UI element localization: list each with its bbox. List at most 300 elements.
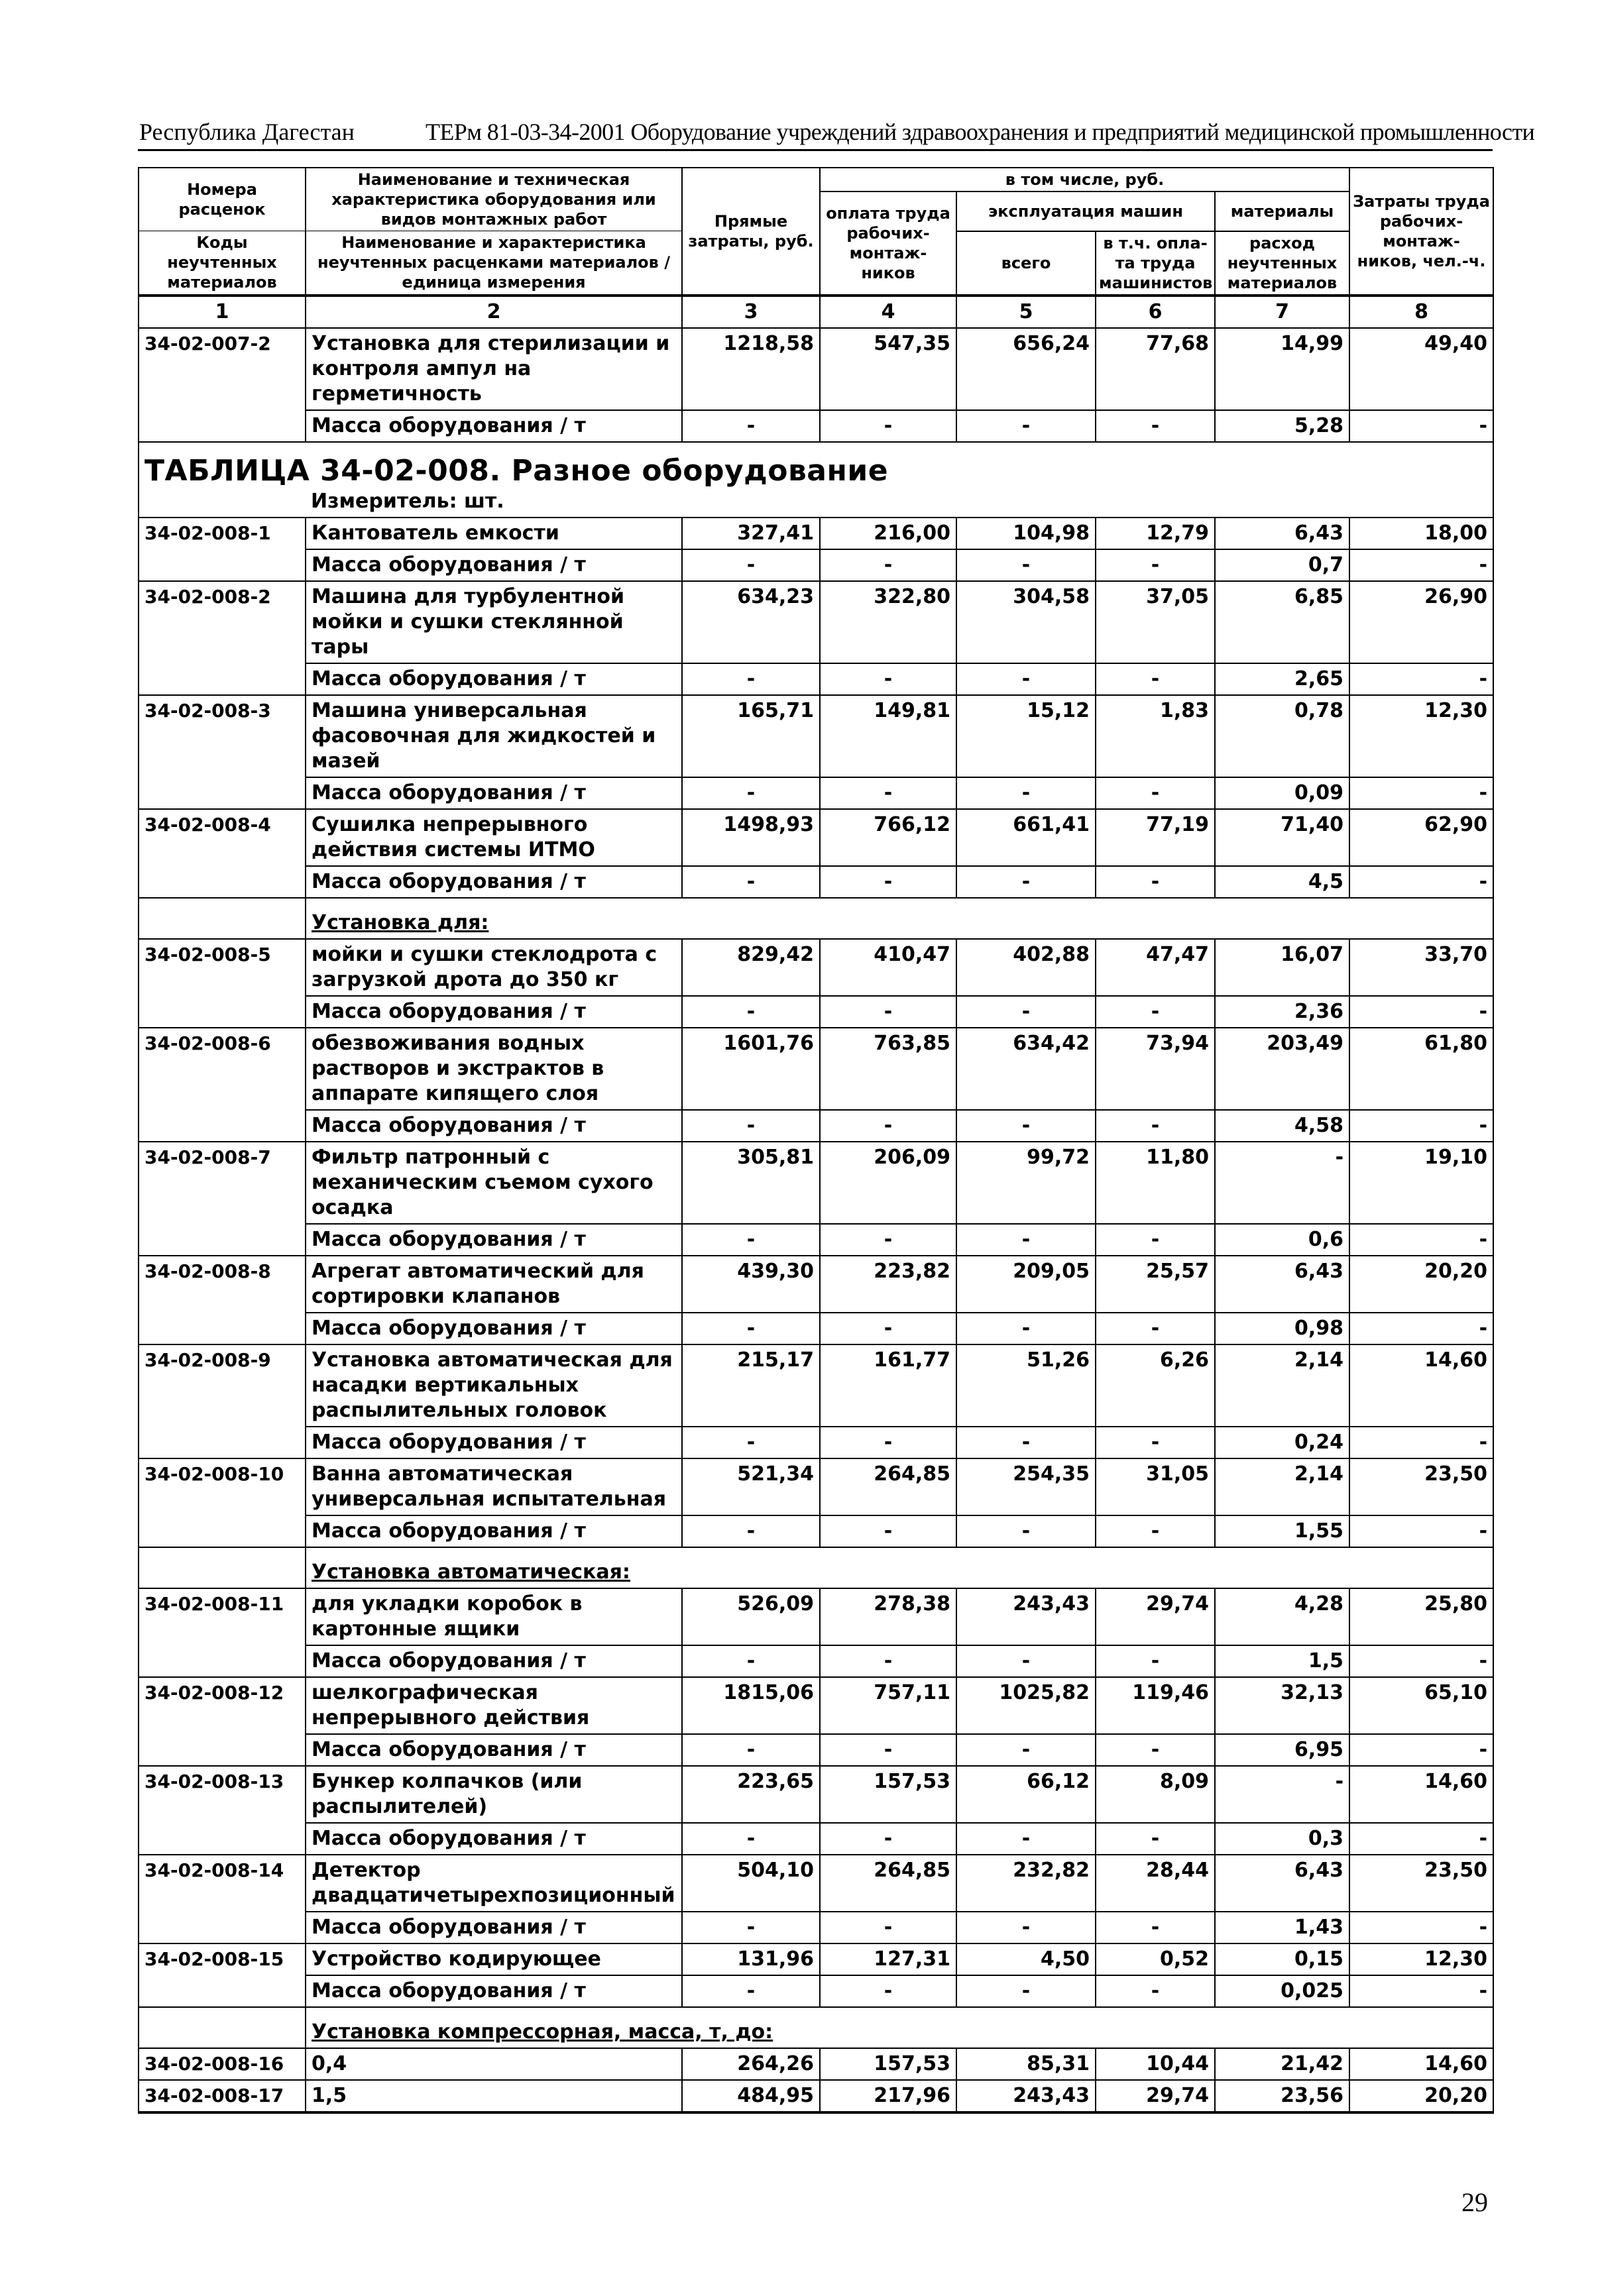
- mass-value: -: [1096, 663, 1215, 695]
- column-number: 1: [139, 296, 306, 328]
- machine-operation-header: эксплуатация машин: [956, 191, 1215, 231]
- cost-value: 6,43: [1215, 518, 1349, 549]
- mass-row: [139, 777, 1493, 809]
- mass-value: -: [682, 1313, 820, 1344]
- cost-value: 14,99: [1215, 328, 1349, 410]
- cost-value: 264,85: [820, 1855, 956, 1912]
- cost-value: 6,43: [1215, 1256, 1349, 1313]
- column-number: 8: [1349, 296, 1493, 328]
- mass-value: -: [1096, 1975, 1215, 2007]
- table-row: [139, 328, 1493, 410]
- mass-value: -: [682, 1823, 820, 1855]
- column-number: 7: [1215, 296, 1349, 328]
- machinist-pay-header: в т.ч. опла-та труда машинистов: [1096, 231, 1215, 296]
- table-row: [139, 695, 1493, 777]
- mass-value: -: [820, 1645, 956, 1677]
- mass-value: -: [820, 1912, 956, 1943]
- rate-code: 34-02-008-16: [139, 2048, 306, 2080]
- item-name: 1,5: [306, 2080, 682, 2112]
- cost-value: 19,10: [1349, 1142, 1493, 1224]
- item-name: Машина для турбулентной мойки и сушки стеклянной тары: [306, 581, 682, 663]
- cost-value: 161,77: [820, 1344, 956, 1427]
- cost-value: 73,94: [1096, 1028, 1215, 1110]
- in-that-number-header: в том числе, руб.: [820, 168, 1349, 191]
- cost-value: 77,68: [1096, 328, 1215, 410]
- mass-label: Масса оборудования / т: [306, 1975, 682, 2007]
- cost-value: 634,42: [956, 1028, 1096, 1110]
- cost-value: 25,80: [1349, 1588, 1493, 1645]
- cost-value: 51,26: [956, 1344, 1096, 1427]
- cost-value: 29,74: [1096, 1588, 1215, 1645]
- item-name: Установка для стерилизации и контроля ампул на герметичность: [306, 328, 682, 410]
- rate-code: 34-02-008-17: [139, 2080, 306, 2112]
- mass-value: -: [1349, 549, 1493, 581]
- mass-value: 1,5: [1215, 1645, 1349, 1677]
- document-title: ТЕРм 81-03-34-2001 Оборудование учреждений здравоохранения и предприятий медицинской промышленности: [426, 119, 1535, 145]
- item-name: шелкографическая непрерывного действия: [306, 1677, 682, 1734]
- item-name: Агрегат автоматический для сортировки клапанов: [306, 1256, 682, 1313]
- mass-value: 2,65: [1215, 663, 1349, 695]
- column-number: 5: [956, 296, 1096, 328]
- mass-value: 0,6: [1215, 1224, 1349, 1256]
- mass-value: -: [956, 1734, 1096, 1766]
- table-row: [139, 1677, 1493, 1734]
- mass-value: -: [1096, 1313, 1215, 1344]
- cost-value: 1498,93: [682, 809, 820, 866]
- table-row: [139, 1458, 1493, 1515]
- mass-value: -: [1096, 1734, 1215, 1766]
- cost-value: 264,85: [820, 1458, 956, 1515]
- table-title: ТАБЛИЦА 34-02-008. Разное оборудование: [139, 442, 1493, 486]
- rate-code: 34-02-008-10: [139, 1458, 306, 1547]
- table-row: [139, 1256, 1493, 1313]
- cost-value: 0,78: [1215, 695, 1349, 777]
- cost-value: 215,17: [682, 1344, 820, 1427]
- mass-label: Масса оборудования / т: [306, 663, 682, 695]
- rates-table: [138, 167, 1494, 2114]
- cost-value: 4,28: [1215, 1588, 1349, 1645]
- cost-value: 217,96: [820, 2080, 956, 2112]
- cost-value: 16,07: [1215, 939, 1349, 996]
- cost-value: 243,43: [956, 1588, 1096, 1645]
- rate-code: 34-02-008-7: [139, 1142, 306, 1256]
- mass-value: 0,09: [1215, 777, 1349, 809]
- column-number: 6: [1096, 296, 1215, 328]
- cost-value: 12,30: [1349, 695, 1493, 777]
- cost-value: -: [1215, 1142, 1349, 1224]
- rate-code: 34-02-008-9: [139, 1344, 306, 1458]
- labor-costs-header: Затраты труда рабочих-монтаж-ников, чел.-ч.: [1349, 168, 1493, 296]
- mass-value: -: [820, 1110, 956, 1142]
- mass-value: -: [1349, 1224, 1493, 1256]
- cost-value: 203,49: [1215, 1028, 1349, 1110]
- cost-value: 521,34: [682, 1458, 820, 1515]
- cost-value: 65,10: [1349, 1677, 1493, 1734]
- cost-value: 322,80: [820, 581, 956, 663]
- cost-value: 209,05: [956, 1256, 1096, 1313]
- mass-row: [139, 663, 1493, 695]
- cost-value: 26,90: [1349, 581, 1493, 663]
- mass-value: -: [682, 777, 820, 809]
- cost-value: 327,41: [682, 518, 820, 549]
- column-number-row: [139, 296, 1493, 328]
- table-row: [139, 2048, 1493, 2080]
- cost-value: 223,65: [682, 1766, 820, 1823]
- mass-value: -: [956, 1515, 1096, 1547]
- mass-value: -: [682, 410, 820, 442]
- column-number: 4: [820, 296, 956, 328]
- mass-value: -: [1096, 1515, 1215, 1547]
- item-name: Устройство кодирующее: [306, 1943, 682, 1975]
- col1-bottom-header: Коды неучтенных материалов: [139, 231, 306, 296]
- mass-label: Масса оборудования / т: [306, 777, 682, 809]
- mass-value: -: [956, 1645, 1096, 1677]
- cost-value: 4,50: [956, 1943, 1096, 1975]
- cost-value: 14,60: [1349, 1344, 1493, 1427]
- mass-value: 5,28: [1215, 410, 1349, 442]
- mass-value: -: [1096, 1645, 1215, 1677]
- cost-value: 0,52: [1096, 1943, 1215, 1975]
- mass-value: -: [820, 549, 956, 581]
- cost-value: 25,57: [1096, 1256, 1215, 1313]
- mass-value: 4,58: [1215, 1110, 1349, 1142]
- cost-value: 77,19: [1096, 809, 1215, 866]
- table-row: [139, 939, 1493, 996]
- mass-value: 0,98: [1215, 1313, 1349, 1344]
- mass-value: -: [956, 1313, 1096, 1344]
- mass-value: 1,55: [1215, 1515, 1349, 1547]
- worker-pay-header: оплата труда рабочих-монтаж-ников: [820, 191, 956, 296]
- rate-code: 34-02-008-3: [139, 695, 306, 809]
- cost-value: 6,85: [1215, 581, 1349, 663]
- cost-value: 547,35: [820, 328, 956, 410]
- mass-value: -: [1349, 777, 1493, 809]
- mass-value: -: [956, 996, 1096, 1028]
- cost-value: 32,13: [1215, 1677, 1349, 1734]
- cost-value: 15,12: [956, 695, 1096, 777]
- mass-value: -: [956, 777, 1096, 809]
- item-name: Ванна автоматическая универсальная испытательная: [306, 1458, 682, 1515]
- mass-value: 0,025: [1215, 1975, 1349, 2007]
- mass-value: -: [682, 1912, 820, 1943]
- item-name: для укладки коробок в картонные ящики: [306, 1588, 682, 1645]
- table-row: [139, 1766, 1493, 1823]
- mass-value: -: [682, 1224, 820, 1256]
- mass-value: -: [820, 866, 956, 898]
- mass-value: -: [1349, 1110, 1493, 1142]
- cost-value: 119,46: [1096, 1677, 1215, 1734]
- rate-code: 34-02-007-2: [139, 328, 306, 442]
- mass-value: -: [956, 663, 1096, 695]
- item-name: Бункер колпачков (или распылителей): [306, 1766, 682, 1823]
- mass-row: [139, 1313, 1493, 1344]
- item-name: обезвоживания водных растворов и экстрактов в аппарате кипящего слоя: [306, 1028, 682, 1110]
- cost-value: 1025,82: [956, 1677, 1096, 1734]
- col2-bottom-header: Наименование и характеристика неучтенных расценками материалов / единица измерения: [306, 231, 682, 296]
- cost-value: 206,09: [820, 1142, 956, 1224]
- mass-label: Масса оборудования / т: [306, 866, 682, 898]
- mass-label: Масса оборудования / т: [306, 996, 682, 1028]
- cost-value: 21,42: [1215, 2048, 1349, 2080]
- cost-value: 305,81: [682, 1142, 820, 1224]
- cost-value: 131,96: [682, 1943, 820, 1975]
- table-row: [139, 809, 1493, 866]
- table-row: [139, 518, 1493, 549]
- mass-value: -: [956, 1975, 1096, 2007]
- cost-value: 23,56: [1215, 2080, 1349, 2112]
- mass-value: -: [956, 866, 1096, 898]
- item-name: Детектор двадцатичетырехпозиционный: [306, 1855, 682, 1912]
- mass-value: -: [820, 410, 956, 442]
- mass-value: -: [1096, 410, 1215, 442]
- rate-code: 34-02-008-8: [139, 1256, 306, 1344]
- mass-value: -: [956, 1110, 1096, 1142]
- mass-row: [139, 549, 1493, 581]
- mass-row: [139, 1912, 1493, 1943]
- mass-value: -: [1096, 777, 1215, 809]
- column-number: 2: [306, 296, 682, 328]
- mass-value: -: [820, 777, 956, 809]
- mass-value: -: [1096, 866, 1215, 898]
- mass-value: -: [1349, 1734, 1493, 1766]
- rate-code: 34-02-008-5: [139, 939, 306, 1028]
- mass-label: Масса оборудования / т: [306, 1734, 682, 1766]
- mass-label: Масса оборудования / т: [306, 1912, 682, 1943]
- cost-value: 28,44: [1096, 1855, 1215, 1912]
- mass-row: [139, 410, 1493, 442]
- mass-label: Масса оборудования / т: [306, 1110, 682, 1142]
- mass-value: -: [682, 1975, 820, 2007]
- mass-value: -: [820, 1975, 956, 2007]
- mass-value: -: [1349, 1427, 1493, 1458]
- cost-value: 634,23: [682, 581, 820, 663]
- cost-value: 656,24: [956, 328, 1096, 410]
- cost-value: 20,20: [1349, 1256, 1493, 1313]
- column-number: 3: [682, 296, 820, 328]
- mass-row: [139, 996, 1493, 1028]
- cost-value: 264,26: [682, 2048, 820, 2080]
- mass-value: -: [956, 1823, 1096, 1855]
- mass-value: -: [1096, 1823, 1215, 1855]
- mass-value: -: [1349, 866, 1493, 898]
- mass-label: Масса оборудования / т: [306, 549, 682, 581]
- cost-value: 243,43: [956, 2080, 1096, 2112]
- machine-total-header: всего: [956, 231, 1096, 296]
- cost-value: 2,14: [1215, 1458, 1349, 1515]
- unit-label: Измеритель: шт.: [306, 486, 1493, 518]
- table-row: [139, 1855, 1493, 1912]
- table-row: [139, 1588, 1493, 1645]
- cost-value: -: [1215, 1766, 1349, 1823]
- col1-top-header: Номера расценок: [139, 168, 306, 231]
- mass-row: [139, 1427, 1493, 1458]
- item-name: Фильтр патронный с механическим съемом сухого осадка: [306, 1142, 682, 1224]
- mass-value: -: [1349, 1645, 1493, 1677]
- table-row: [139, 1943, 1493, 1975]
- cost-value: 1815,06: [682, 1677, 820, 1734]
- mass-value: -: [682, 1110, 820, 1142]
- cost-value: 410,47: [820, 939, 956, 996]
- mass-value: -: [682, 549, 820, 581]
- rate-code: 34-02-008-4: [139, 809, 306, 898]
- cost-value: 1,83: [1096, 695, 1215, 777]
- mass-value: -: [1096, 1427, 1215, 1458]
- cost-value: 278,38: [820, 1588, 956, 1645]
- mass-value: -: [956, 1427, 1096, 1458]
- mass-value: -: [682, 866, 820, 898]
- mass-row: [139, 1645, 1493, 1677]
- mass-value: -: [1349, 663, 1493, 695]
- direct-costs-header: Прямые затраты, руб.: [682, 168, 820, 296]
- mass-value: -: [956, 410, 1096, 442]
- item-name: мойки и сушки стеклодрота с загрузкой дрота до 350 кг: [306, 939, 682, 996]
- mass-label: Масса оборудования / т: [306, 1224, 682, 1256]
- mass-value: 4,5: [1215, 866, 1349, 898]
- cost-value: 62,90: [1349, 809, 1493, 866]
- mass-row: [139, 1224, 1493, 1256]
- cost-value: 127,31: [820, 1943, 956, 1975]
- cost-value: 1601,76: [682, 1028, 820, 1110]
- mass-row: [139, 866, 1493, 898]
- mass-value: -: [956, 549, 1096, 581]
- materials-header: материалы: [1215, 191, 1349, 231]
- mass-value: -: [820, 1734, 956, 1766]
- subhead-compressor-row: [139, 2007, 1493, 2048]
- cost-value: 304,58: [956, 581, 1096, 663]
- mass-value: -: [1096, 1912, 1215, 1943]
- mass-value: -: [820, 1224, 956, 1256]
- cost-value: 23,50: [1349, 1458, 1493, 1515]
- cost-value: 12,79: [1096, 518, 1215, 549]
- mass-value: -: [820, 996, 956, 1028]
- mass-value: -: [1349, 1823, 1493, 1855]
- cost-value: 85,31: [956, 2048, 1096, 2080]
- mass-value: -: [956, 1224, 1096, 1256]
- rate-code: 34-02-008-14: [139, 1855, 306, 1943]
- mass-value: -: [1096, 549, 1215, 581]
- mass-row: [139, 1110, 1493, 1142]
- table-row: [139, 1344, 1493, 1427]
- cost-value: 0,15: [1215, 1943, 1349, 1975]
- cost-value: 402,88: [956, 939, 1096, 996]
- material-usage-header: расход неучтенных материалов: [1215, 231, 1349, 296]
- cost-value: 254,35: [956, 1458, 1096, 1515]
- subhead-compressor: Установка компрессорная, масса, т, до:: [306, 2007, 1493, 2048]
- cost-value: 766,12: [820, 809, 956, 866]
- mass-label: Масса оборудования / т: [306, 1427, 682, 1458]
- header-rule: [138, 149, 1493, 151]
- mass-value: -: [682, 1515, 820, 1547]
- cost-value: 661,41: [956, 809, 1096, 866]
- cost-value: 104,98: [956, 518, 1096, 549]
- mass-label: Масса оборудования / т: [306, 1645, 682, 1677]
- mass-value: -: [1349, 1975, 1493, 2007]
- cost-value: 14,60: [1349, 2048, 1493, 2080]
- header-row-1: [139, 168, 1493, 191]
- mass-label: Масса оборудования / т: [306, 1313, 682, 1344]
- mass-value: -: [1349, 1313, 1493, 1344]
- cost-value: 99,72: [956, 1142, 1096, 1224]
- mass-row: [139, 1734, 1493, 1766]
- mass-value: -: [820, 1427, 956, 1458]
- cost-value: 484,95: [682, 2080, 820, 2112]
- cost-value: 29,74: [1096, 2080, 1215, 2112]
- cost-value: 232,82: [956, 1855, 1096, 1912]
- mass-value: -: [682, 1427, 820, 1458]
- cost-value: 12,30: [1349, 1943, 1493, 1975]
- cost-value: 23,50: [1349, 1855, 1493, 1912]
- subhead-automatic: Установка автоматическая:: [306, 1547, 1493, 1588]
- cost-value: 37,05: [1096, 581, 1215, 663]
- rate-code: 34-02-008-15: [139, 1943, 306, 2007]
- mass-value: -: [1096, 1224, 1215, 1256]
- cost-value: 31,05: [1096, 1458, 1215, 1515]
- rate-code: 34-02-008-11: [139, 1588, 306, 1677]
- cost-value: 20,20: [1349, 2080, 1493, 2112]
- cost-value: 66,12: [956, 1766, 1096, 1823]
- cost-value: 6,26: [1096, 1344, 1215, 1427]
- running-header: [139, 114, 1535, 147]
- mass-value: 1,43: [1215, 1912, 1349, 1943]
- mass-value: 0,24: [1215, 1427, 1349, 1458]
- mass-value: -: [682, 1645, 820, 1677]
- mass-row: [139, 1823, 1493, 1855]
- mass-value: -: [1349, 1515, 1493, 1547]
- rate-code: 34-02-008-1: [139, 518, 306, 581]
- mass-value: -: [682, 1734, 820, 1766]
- subhead-installation-row: [139, 898, 1493, 939]
- table-row: [139, 1028, 1493, 1110]
- cost-value: 1218,58: [682, 328, 820, 410]
- cost-value: 8,09: [1096, 1766, 1215, 1823]
- page-number: 29: [1461, 2187, 1488, 2217]
- cost-value: 11,80: [1096, 1142, 1215, 1224]
- item-name: Машина универсальная фасовочная для жидкостей и мазей: [306, 695, 682, 777]
- cost-value: 157,53: [820, 2048, 956, 2080]
- cost-value: 2,14: [1215, 1344, 1349, 1427]
- cost-value: 6,43: [1215, 1855, 1349, 1912]
- region-label: Республика Дагестан: [139, 119, 355, 145]
- item-name: Установка автоматическая для насадки вертикальных распылительных головок: [306, 1344, 682, 1427]
- mass-value: -: [1096, 996, 1215, 1028]
- item-name: Кантователь емкости: [306, 518, 682, 549]
- subhead-automatic-row: [139, 1547, 1493, 1588]
- cost-value: 165,71: [682, 695, 820, 777]
- mass-label: Масса оборудования / т: [306, 1515, 682, 1547]
- cost-value: 71,40: [1215, 809, 1349, 866]
- mass-value: -: [1349, 996, 1493, 1028]
- table-row: [139, 581, 1493, 663]
- cost-value: 763,85: [820, 1028, 956, 1110]
- cost-value: 47,47: [1096, 939, 1215, 996]
- cost-value: 49,40: [1349, 328, 1493, 410]
- cost-value: 14,60: [1349, 1766, 1493, 1823]
- cost-value: 504,10: [682, 1855, 820, 1912]
- cost-value: 439,30: [682, 1256, 820, 1313]
- mass-row: [139, 1975, 1493, 2007]
- rate-code: 34-02-008-12: [139, 1677, 306, 1766]
- mass-value: -: [682, 996, 820, 1028]
- mass-value: -: [820, 1823, 956, 1855]
- mass-value: 6,95: [1215, 1734, 1349, 1766]
- mass-value: -: [682, 663, 820, 695]
- table-row: [139, 2080, 1493, 2112]
- cost-value: 526,09: [682, 1588, 820, 1645]
- table-title-row: [139, 442, 1493, 486]
- mass-value: -: [820, 663, 956, 695]
- cost-value: 223,82: [820, 1256, 956, 1313]
- subhead-installation: Установка для:: [306, 898, 1493, 939]
